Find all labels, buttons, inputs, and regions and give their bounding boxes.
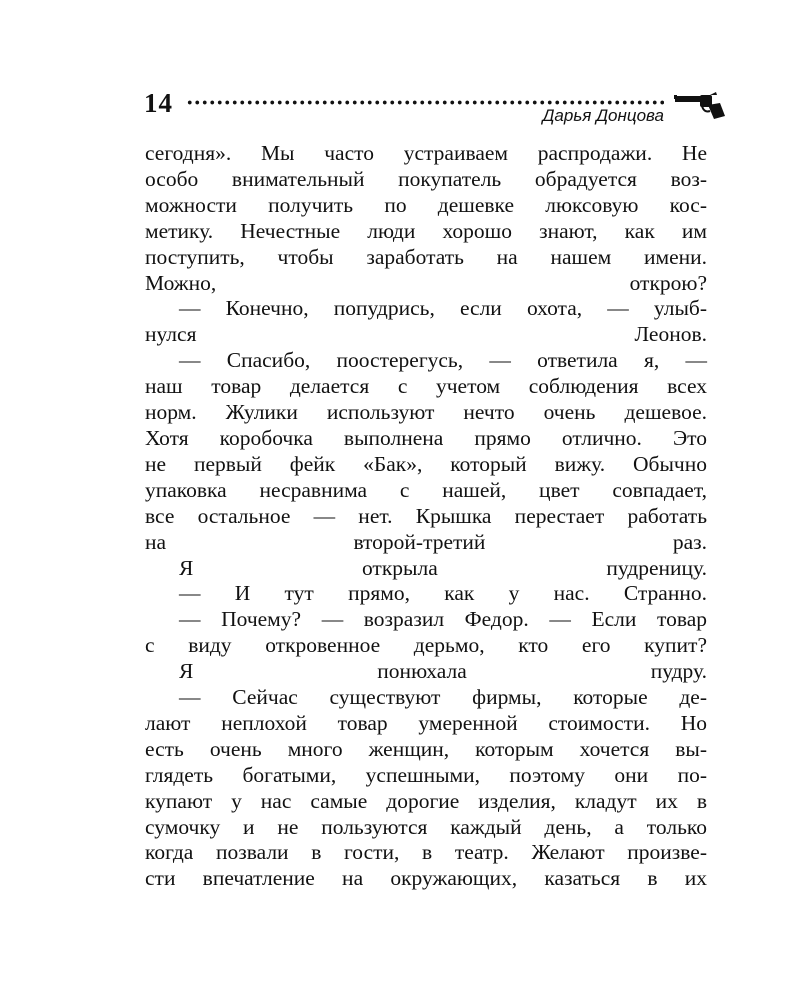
paragraph: — Спасибо, поостерегусь, — ответила я, — наш товар делается с учетом соблюдения всех норм. Жулики используют нечто очень дешевое. Хотя коробочка выполнена прямо отлично. Это не первый фейк «Бак», который вижу. Обычно упаковка несравнима с нашей, цвет совпадает, все остальное — нет. Крышка перестает работать на второй-третий раз. (145, 348, 707, 554)
paragraph: — Конечно, попудрись, если охота, — улыб- нулся Леонов. (145, 296, 707, 347)
paragraph: Я понюхала пудру. (179, 659, 707, 684)
paragraph: — Сейчас существуют фирмы, которые де- лают неплохой товар умеренной стоимости. Но есть очень много женщин, которым хочется вы- глядеть богатыми, успешными, поэтому они по- купают у нас самые дорогие изделия, кладут их в сумочку и не пользуются каждый день, а только когда позвали в гости, в театр. Желают произве- сти впечатление на окружающих, казаться в их (145, 685, 707, 891)
revolver-icon (674, 92, 726, 120)
paragraph: сегодня». Мы часто устраиваем распродажи. Не особо внимательный покупатель обрадуется воз- можности получить по дешевке люксовую кос- метику. Нечестные люди хорошо знают, как им поступить, чтобы заработать на нашем имени. Можно, открою? (145, 141, 707, 295)
dotted-leader-line (186, 100, 664, 105)
body-text (145, 141, 707, 892)
paragraph: Я открыла пудреницу. (179, 555, 707, 580)
paragraph: — И тут прямо, как у нас. Странно. (179, 581, 707, 606)
paragraph: — Почему? — возразил Федор. — Если товар с виду откровенное дерьмо, кто его купит? (145, 607, 707, 658)
page-number: 14 (144, 88, 173, 118)
running-head-author: Дарья Донцова (542, 106, 664, 125)
